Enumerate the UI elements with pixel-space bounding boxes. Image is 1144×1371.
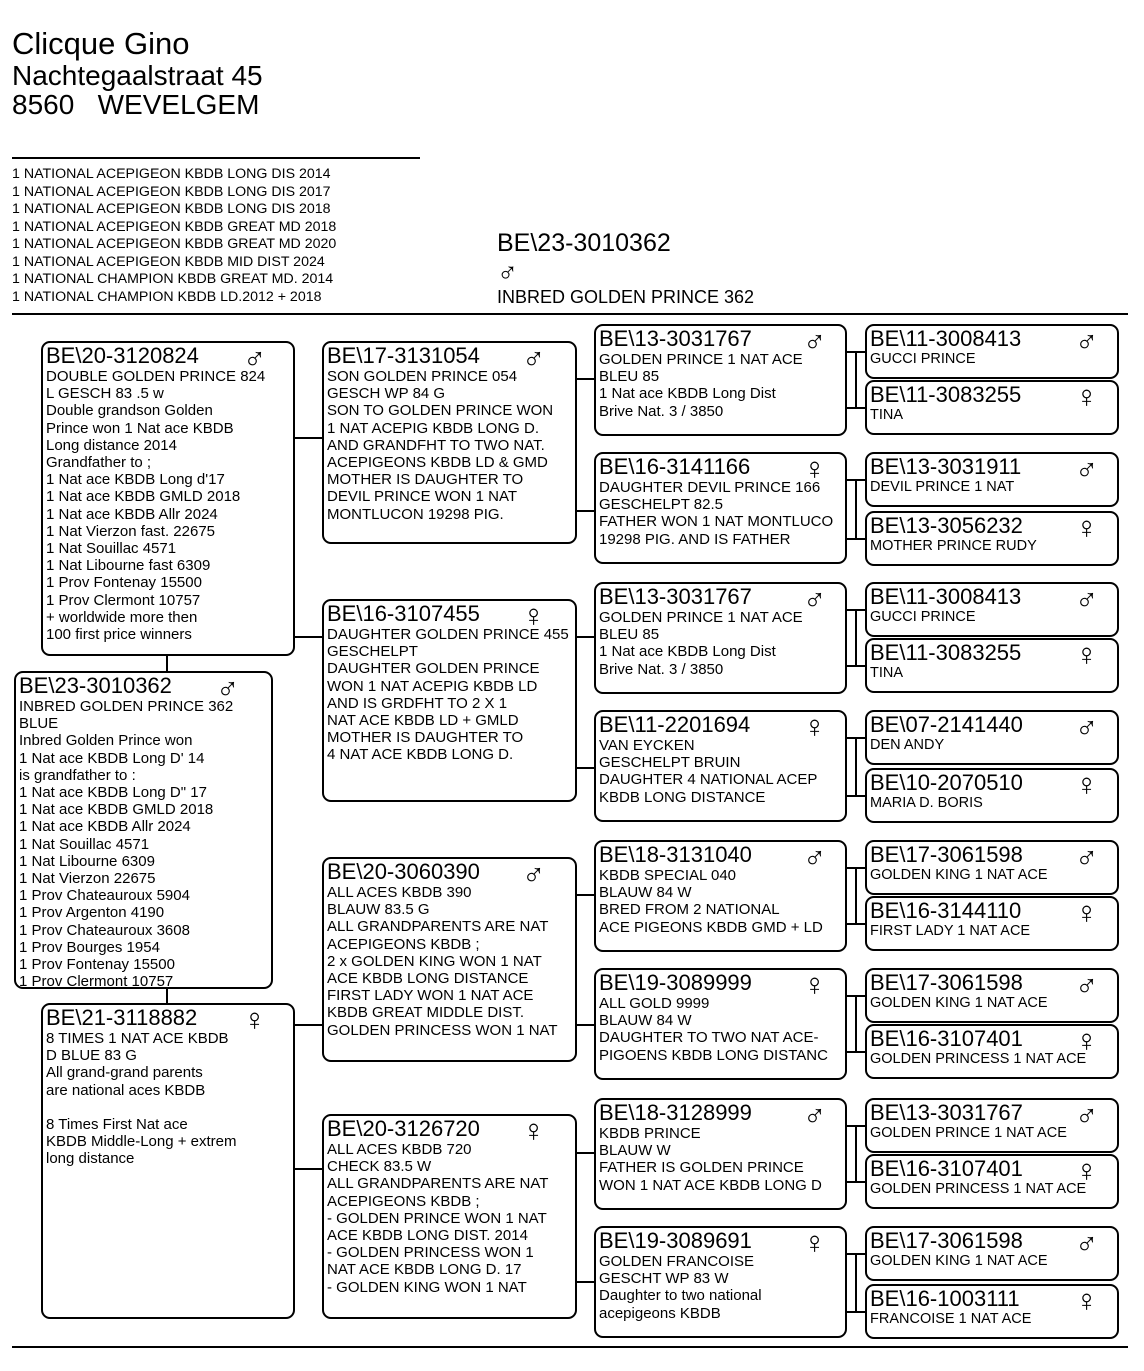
pedigree-note: - GOLDEN KING WON 1 NAT <box>327 1278 527 1296</box>
ring-number: BE\11-3008413 <box>870 584 1022 609</box>
pedigree-note: SON TO GOLDEN PRINCE WON <box>327 402 554 420</box>
female-symbol-icon: ♀ <box>1075 638 1099 672</box>
pedigree-note: 8 Times First Nat ace <box>46 1115 188 1133</box>
connector-line <box>855 795 865 797</box>
connector-line <box>295 437 322 439</box>
pigeon-card[interactable] <box>594 324 847 436</box>
pedigree-note: GOLDEN KING 1 NAT ACE <box>870 995 1048 1011</box>
ring-number: BE\20-3060390 <box>327 859 480 884</box>
pedigree-note: ALL GRANDPARENTS ARE NAT <box>327 918 549 936</box>
owner-name: Clicque Gino <box>12 26 190 61</box>
pigeon-card[interactable] <box>865 511 1119 566</box>
divider <box>12 1346 1128 1348</box>
pedigree-note: KBDB GREAT MIDDLE DIST. <box>327 1004 524 1022</box>
pigeon-card[interactable] <box>865 1098 1119 1153</box>
pigeon-card[interactable] <box>41 1003 295 1319</box>
pedigree-note: 1 Nat ace KBDB GMLD 2018 <box>46 488 241 506</box>
pedigree-note: GOLDEN PRINCE 1 NAT ACE <box>870 1125 1067 1141</box>
connector-line <box>855 1125 857 1183</box>
ring-number: BE\13-3031767 <box>599 584 752 609</box>
connector-line <box>855 923 865 925</box>
pedigree-note: DEVIL PRINCE WON 1 NAT <box>327 488 518 506</box>
ring-number: BE\13-3031911 <box>870 454 1022 479</box>
pigeon-card[interactable] <box>594 1226 847 1338</box>
connector-line <box>855 995 857 1053</box>
divider <box>12 157 420 159</box>
ring-number: BE\16-3141166 <box>599 454 751 479</box>
pigeon-card[interactable] <box>865 896 1119 951</box>
pigeon-card[interactable] <box>865 638 1119 693</box>
pedigree-note: GESCHT WP 83 W <box>599 1270 729 1288</box>
male-symbol-icon: ♂ <box>1075 452 1099 486</box>
pigeon-card[interactable] <box>865 840 1119 895</box>
pedigree-note: 1 Nat Souillac 4571 <box>19 835 150 853</box>
pedigree-note: Daughter to two national <box>599 1287 762 1305</box>
pedigree-note: BLAUW W <box>599 1142 671 1160</box>
pedigree-note: DAUGHTER GOLDEN PRINCE 455 <box>327 626 569 643</box>
connector-line <box>855 1253 857 1313</box>
pedigree-note: 1 Nat ace KBDB Long d'17 <box>46 471 225 489</box>
connector-line <box>166 656 168 671</box>
female-symbol-icon: ♀ <box>1075 511 1099 545</box>
ring-number: BE\17-3061598 <box>870 970 1023 995</box>
pedigree-note: FATHER IS GOLDEN PRINCE <box>599 1159 804 1177</box>
female-symbol-icon: ♀ <box>803 1226 827 1260</box>
pedigree-note: VAN EYCKEN <box>599 737 695 754</box>
ring-number: BE\18-3131040 <box>599 842 752 867</box>
pedigree-note: All grand-grand parents <box>46 1064 203 1082</box>
male-symbol-icon: ♂ <box>1075 324 1099 358</box>
pedigree-note: 1 Prov Clermont 10757 <box>19 973 174 989</box>
male-symbol-icon: ♂ <box>803 324 827 358</box>
pedigree-note: 100 first price winners <box>46 626 192 644</box>
male-symbol-icon: ♂ <box>1075 1098 1099 1132</box>
pedigree-note: SON GOLDEN PRINCE 054 <box>327 368 518 385</box>
pedigree-note: CHECK 83.5 W <box>327 1158 432 1176</box>
achievement-item: 1 NATIONAL CHAMPION KBDB GREAT MD. 2014 <box>12 271 334 287</box>
pedigree-note: 1 Nat Vierzon 22675 <box>19 870 156 888</box>
pigeon-card[interactable] <box>594 710 847 822</box>
connector-line <box>855 1125 865 1127</box>
female-symbol-icon: ♀ <box>803 452 827 486</box>
pedigree-note: + worldwide more then <box>46 608 198 626</box>
achievements-list <box>12 166 336 306</box>
ring-number: BE\17-3061598 <box>870 1228 1023 1253</box>
pigeon-card[interactable] <box>594 452 847 564</box>
pedigree-note: ALL GRANDPARENTS ARE NAT <box>327 1175 549 1193</box>
ring-number: BE\11-3083255 <box>870 382 1022 407</box>
connector-line <box>577 510 594 512</box>
connector-line <box>855 665 865 667</box>
female-symbol-icon: ♀ <box>1075 1284 1099 1318</box>
ring-number: BE\11-3083255 <box>870 640 1022 665</box>
pedigree-note: DAUGHTER DEVIL PRINCE 166 <box>599 479 821 496</box>
pedigree-note: FIRST LADY WON 1 NAT ACE <box>327 987 534 1005</box>
pigeon-card[interactable] <box>865 1226 1119 1281</box>
pedigree-note: DEN ANDY <box>870 737 945 753</box>
connector-line <box>577 378 594 380</box>
pigeon-card[interactable] <box>865 582 1119 637</box>
pigeon-card[interactable] <box>865 768 1119 823</box>
pedigree-note: NAT ACE KBDB LD + GMLD <box>327 712 519 730</box>
pigeon-card[interactable] <box>322 857 577 1062</box>
connector-line <box>577 894 594 896</box>
pedigree-note: MOTHER IS DAUGHTER TO <box>327 471 524 489</box>
pedigree-note: ACEPIGEONS KBDB LD & GMD <box>327 454 548 472</box>
pedigree-note: - GOLDEN PRINCE WON 1 NAT <box>327 1209 547 1227</box>
achievement-item: 1 NATIONAL CHAMPION KBDB LD.2012 + 2018 <box>12 288 322 305</box>
pedigree-note: 1 Nat ace KBDB Long Dist <box>599 643 776 661</box>
female-symbol-icon: ♀ <box>803 968 827 1002</box>
pedigree-note: ACEPIGEONS KBDB ; <box>327 1192 480 1210</box>
pedigree-note: BLAUW 83.5 G <box>327 901 430 919</box>
achievement-item: 1 NATIONAL ACEPIGEON KBDB MID DIST 2024 <box>12 253 325 270</box>
ring-number: BE\17-3131054 <box>327 343 480 368</box>
connector-line <box>166 989 168 1003</box>
pedigree-note: GOLDEN PRINCE 1 NAT ACE <box>599 609 803 626</box>
pigeon-card[interactable] <box>594 968 847 1080</box>
pedigree-note: GUCCI PRINCE <box>870 609 976 625</box>
pedigree-note: ACE PIGEONS KBDB GMD + LD <box>599 918 823 936</box>
pedigree-note: D BLUE 83 G <box>46 1047 137 1065</box>
pedigree-note: GESCHELPT <box>327 643 418 661</box>
pedigree-note: ALL ACES KBDB 390 <box>327 884 472 901</box>
ring-number: BE\13-3031767 <box>870 1100 1023 1125</box>
ring-number: BE\16-1003111 <box>870 1286 1020 1311</box>
pedigree-note: 1 Nat Libourne 6309 <box>19 852 155 870</box>
pedigree-note: KBDB SPECIAL 040 <box>599 867 737 884</box>
pedigree-note: BLEU 85 <box>599 626 660 644</box>
pedigree-note: PIGOENS KBDB LONG DISTANC <box>599 1046 828 1064</box>
pedigree-note: DAUGHTER TO TWO NAT ACE- <box>599 1029 819 1047</box>
connector-line <box>855 479 865 481</box>
pedigree-note: NAT ACE KBDB LONG D. 17 <box>327 1261 522 1279</box>
connector-line <box>295 1168 322 1170</box>
pigeon-card[interactable] <box>594 1098 847 1210</box>
pedigree-note: GOLDEN KING 1 NAT ACE <box>870 1253 1048 1269</box>
connector-line <box>855 867 857 925</box>
pedigree-note: Prince won 1 Nat ace KBDB <box>46 419 234 437</box>
pedigree-note: ALL ACES KBDB 720 <box>327 1141 472 1158</box>
pedigree-note: WON 1 NAT ACE KBDB LONG D <box>599 1176 822 1194</box>
pedigree-note: long distance <box>46 1150 135 1168</box>
pedigree-note: GOLDEN KING 1 NAT ACE <box>870 867 1048 883</box>
connector-line <box>855 609 857 667</box>
achievement-item: 1 NATIONAL ACEPIGEON KBDB GREAT MD 2018 <box>12 218 337 235</box>
pedigree-note: acepigeons KBDB <box>599 1304 721 1322</box>
connector-line <box>855 351 865 353</box>
achievement-item: 1 NATIONAL ACEPIGEON KBDB LONG DIS 2017 <box>12 183 331 200</box>
pigeon-card[interactable] <box>865 324 1119 379</box>
connector-line <box>855 609 865 611</box>
owner-city: 8560 WEVELGEM <box>12 89 260 120</box>
connector-line <box>577 1152 594 1154</box>
pedigree-note: ALL GOLD 9999 <box>599 995 710 1012</box>
pedigree-note: BRED FROM 2 NATIONAL <box>599 901 780 919</box>
pedigree-note: TINA <box>870 665 904 681</box>
pigeon-card[interactable] <box>14 671 273 989</box>
ring-number: BE\07-2141440 <box>870 712 1023 737</box>
pedigree-note: BLUE <box>19 715 59 733</box>
male-symbol-icon: ♂ <box>803 1098 827 1132</box>
pedigree-note: GOLDEN PRINCESS 1 NAT ACE <box>870 1181 1087 1197</box>
pedigree-note: FIRST LADY 1 NAT ACE <box>870 923 1031 939</box>
pedigree-note: DEVIL PRINCE 1 NAT <box>870 479 1015 495</box>
ring-number: BE\16-3107401 <box>870 1156 1023 1181</box>
ring-number: BE\21-3118882 <box>46 1005 198 1030</box>
ring-number: BE\11-3008413 <box>870 326 1022 351</box>
pedigree-note: KBDB Middle-Long + extrem <box>46 1133 237 1151</box>
connector-line <box>855 1253 865 1255</box>
pigeon-card[interactable] <box>322 341 577 544</box>
pedigree-note: FATHER WON 1 NAT MONTLUCO <box>599 513 834 531</box>
ring-number: BE\16-3107455 <box>327 601 480 626</box>
ring-number: BE\16-3144110 <box>870 898 1022 923</box>
connector-line <box>855 538 865 540</box>
ring-number: BE\16-3107401 <box>870 1026 1023 1051</box>
pedigree-note: are national aces KBDB <box>46 1081 206 1099</box>
pedigree-note: Long distance 2014 <box>46 436 177 454</box>
ring-number: BE\13-3056232 <box>870 513 1023 538</box>
pedigree-note: DAUGHTER GOLDEN PRINCE <box>327 660 540 678</box>
subject-name: INBRED GOLDEN PRINCE 362 <box>497 287 755 307</box>
pedigree-note: Brive Nat. 3 / 3850 <box>599 660 724 678</box>
male-symbol-icon: ♂ <box>803 840 827 874</box>
pedigree-note: INBRED GOLDEN PRINCE 362 <box>19 698 234 715</box>
pedigree-note: 1 Nat ace KBDB Allr 2024 <box>46 505 218 523</box>
female-symbol-icon: ♀ <box>243 1003 267 1037</box>
pedigree-note: Inbred Golden Prince won <box>19 732 193 750</box>
pedigree-note: is grandfather to : <box>19 766 136 784</box>
pigeon-card[interactable] <box>41 341 295 656</box>
owner-street: Nachtegaalstraat 45 <box>12 60 263 91</box>
ring-number: BE\10-2070510 <box>870 770 1023 795</box>
pedigree-note: 1 Nat ace KBDB Long D" 17 <box>19 784 207 802</box>
ring-number: BE\11-2201694 <box>599 712 751 737</box>
pedigree-note: 1 Nat ace KBDB GMLD 2018 <box>19 801 214 819</box>
male-symbol-icon: ♂ <box>497 256 518 287</box>
pedigree-note: BLEU 85 <box>599 368 660 386</box>
pedigree-note: MOTHER IS DAUGHTER TO <box>327 729 524 747</box>
pigeon-card[interactable] <box>865 710 1119 765</box>
female-symbol-icon: ♀ <box>1075 380 1099 414</box>
pedigree-note: TINA <box>870 407 904 423</box>
pedigree-note: AND IS GRDFHT TO 2 X 1 <box>327 694 508 712</box>
pedigree-note: DOUBLE GOLDEN PRINCE 824 <box>46 368 266 385</box>
female-symbol-icon: ♀ <box>1075 768 1099 802</box>
male-symbol-icon: ♂ <box>1075 1226 1099 1260</box>
male-symbol-icon: ♂ <box>803 582 827 616</box>
pigeon-card[interactable] <box>865 452 1119 507</box>
pedigree-note: GOLDEN PRINCE 1 NAT ACE <box>599 351 803 368</box>
connector-line <box>577 636 594 638</box>
pedigree-note: 8 TIMES 1 NAT ACE KBDB <box>46 1030 229 1047</box>
pedigree-note: ACEPIGEONS KBDB ; <box>327 935 480 953</box>
pedigree-note: DAUGHTER 4 NATIONAL ACEP <box>599 771 818 789</box>
connector-line <box>855 1311 865 1313</box>
pedigree-note: KBDB PRINCE <box>599 1125 701 1142</box>
male-symbol-icon: ♂ <box>1075 582 1099 616</box>
pedigree-note: 1 Nat Libourne fast 6309 <box>46 557 211 575</box>
pigeon-card[interactable] <box>322 1114 577 1319</box>
achievement-item: 1 NATIONAL ACEPIGEON KBDB LONG DIS 2014 <box>12 166 331 182</box>
pedigree-note: AND GRANDFHT TO TWO NAT. <box>327 436 545 454</box>
connector-line <box>855 407 865 409</box>
ring-number: BE\19-3089691 <box>599 1228 752 1253</box>
pigeon-card[interactable] <box>865 380 1119 435</box>
male-symbol-icon: ♂ <box>1075 968 1099 1002</box>
pedigree-note: GUCCI PRINCE <box>870 351 976 367</box>
pedigree-note: 1 Nat Vierzon fast. 22675 <box>46 522 215 540</box>
pedigree-note: Brive Nat. 3 / 3850 <box>599 402 724 420</box>
pedigree-note: WON 1 NAT ACEPIG KBDB LD <box>327 677 538 695</box>
pedigree-note: 1 NAT ACEPIG KBDB LONG D. <box>327 419 540 437</box>
pedigree-note: MOTHER PRINCE RUDY <box>870 538 1037 554</box>
connector-line <box>855 351 857 409</box>
pedigree-note: ACE KBDB LONG DIST. 2014 <box>327 1227 528 1245</box>
male-symbol-icon: ♂ <box>1075 840 1099 874</box>
pedigree-note: GOLDEN FRANCOISE <box>599 1253 755 1270</box>
pedigree-note: 1 Prov Argenton 4190 <box>19 904 165 922</box>
pigeon-card[interactable] <box>865 1284 1119 1339</box>
pedigree-note: 1 Prov Fontenay 15500 <box>19 956 175 974</box>
male-symbol-icon: ♂ <box>1075 710 1099 744</box>
pedigree-note: Double grandson Golden <box>46 402 213 420</box>
female-symbol-icon: ♀ <box>803 710 827 744</box>
connector-line <box>855 1051 865 1053</box>
pedigree-note: 1 Prov Clermont 10757 <box>46 591 201 609</box>
male-symbol-icon: ♂ <box>216 671 240 705</box>
ring-number: BE\20-3126720 <box>327 1116 480 1141</box>
pedigree-note: BLAUW 84 W <box>599 1012 692 1030</box>
pedigree-note: GESCHELPT 82.5 <box>599 496 723 514</box>
pedigree-note: 1 Nat Souillac 4571 <box>46 540 177 558</box>
male-symbol-icon: ♂ <box>522 341 546 375</box>
ring-number: BE\20-3120824 <box>46 343 199 368</box>
pigeon-card[interactable] <box>865 1024 1119 1079</box>
pigeon-card[interactable] <box>865 968 1119 1023</box>
connector-line <box>577 767 594 769</box>
ring-number: BE\18-3128999 <box>599 1100 752 1125</box>
female-symbol-icon: ♀ <box>1075 1024 1099 1058</box>
male-symbol-icon: ♂ <box>243 341 267 375</box>
divider <box>12 313 1128 315</box>
connector-line <box>577 1281 594 1283</box>
female-symbol-icon: ♀ <box>522 599 546 633</box>
connector-line <box>855 1181 865 1183</box>
pigeon-card[interactable] <box>594 582 847 694</box>
achievement-item: 1 NATIONAL ACEPIGEON KBDB LONG DIS 2018 <box>12 201 331 217</box>
female-symbol-icon: ♀ <box>522 1114 546 1148</box>
connector-line <box>855 995 865 997</box>
connector-line <box>295 636 322 638</box>
pedigree-note: 1 Nat ace KBDB Long D' 14 <box>19 749 205 767</box>
pedigree-note: 1 Prov Fontenay 15500 <box>46 574 202 592</box>
pedigree-note: 19298 PIG. AND IS FATHER <box>599 530 791 548</box>
pedigree-note: 1 Prov Chateauroux 3608 <box>19 921 190 939</box>
pedigree-note: BLAUW 84 W <box>599 884 692 902</box>
connector-line <box>855 737 865 739</box>
pedigree-note: 1 Nat ace KBDB Long Dist <box>599 385 776 403</box>
ring-number: BE\23-3010362 <box>19 673 172 698</box>
pedigree-note: L GESCH 83 .5 w <box>46 385 164 403</box>
pedigree-note: 4 NAT ACE KBDB LONG D. <box>327 746 514 764</box>
pedigree-note: ACE KBDB LONG DISTANCE <box>327 970 529 988</box>
pedigree-note: 1 Nat ace KBDB Allr 2024 <box>19 818 191 836</box>
female-symbol-icon: ♀ <box>1075 1154 1099 1188</box>
pedigree-note: Grandfather to ; <box>46 454 152 472</box>
achievement-item: 1 NATIONAL ACEPIGEON KBDB GREAT MD 2020 <box>12 236 337 252</box>
ring-number: BE\13-3031767 <box>599 326 752 351</box>
ring-number: BE\19-3089999 <box>599 970 752 995</box>
connector-line <box>295 1024 322 1026</box>
pedigree-note: MONTLUCON 19298 PIG. <box>327 505 504 523</box>
pedigree-note: GOLDEN PRINCESS WON 1 NAT <box>327 1021 558 1039</box>
pedigree-note: 1 Prov Bourges 1954 <box>19 938 160 956</box>
pedigree-note: - GOLDEN PRINCESS WON 1 <box>327 1244 534 1262</box>
female-symbol-icon: ♀ <box>1075 896 1099 930</box>
ring-number: BE\17-3061598 <box>870 842 1023 867</box>
male-symbol-icon: ♂ <box>522 857 546 891</box>
pigeon-card[interactable] <box>865 1154 1119 1209</box>
pedigree-note: MARIA D. BORIS <box>870 795 983 811</box>
connector-line <box>855 479 857 540</box>
pedigree-note: GOLDEN PRINCESS 1 NAT ACE <box>870 1051 1087 1067</box>
pigeon-card[interactable] <box>594 840 847 952</box>
connector-line <box>577 1024 594 1026</box>
pedigree-note: FRANCOISE 1 NAT ACE <box>870 1311 1032 1327</box>
pedigree-note: GESCH WP 84 G <box>327 385 446 403</box>
pedigree-note <box>46 1099 290 1116</box>
pigeon-card[interactable] <box>322 599 577 802</box>
connector-line <box>855 737 857 797</box>
pedigree-note: 1 Prov Chateauroux 5904 <box>19 887 190 905</box>
subject-ring-number: BE\23-3010362 <box>497 229 671 257</box>
pedigree-note: GESCHELPT BRUIN <box>599 754 741 772</box>
pedigree-note: KBDB LONG DISTANCE <box>599 788 766 806</box>
pedigree-note: 2 x GOLDEN KING WON 1 NAT <box>327 952 542 970</box>
connector-line <box>855 867 865 869</box>
